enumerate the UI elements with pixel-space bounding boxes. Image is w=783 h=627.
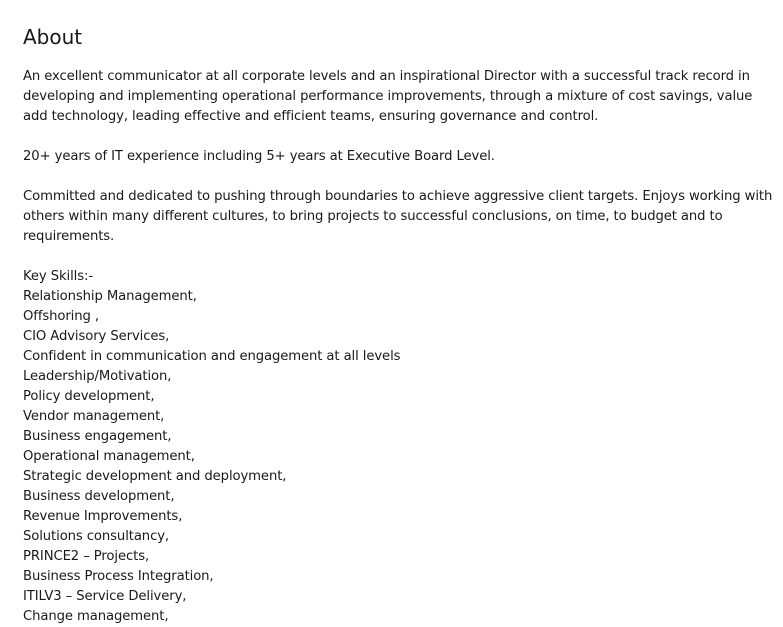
paragraph-gap	[23, 167, 775, 187]
about-summary	[23, 67, 775, 627]
about-paragraph: 20+ years of IT experience including 5+ years at Executive Board Level.	[23, 149, 495, 164]
skill-item: Strategic development and deployment,	[23, 469, 287, 484]
skill-item: Business development,	[23, 489, 175, 504]
skill-item: Operational management,	[23, 449, 195, 464]
skills-heading: Key Skills:-	[23, 269, 93, 284]
skill-item: Revenue Improvements,	[23, 509, 183, 524]
about-paragraph: An excellent communicator at all corporate levels and an inspirational Director with a successful track record in developing and implementing operational performance improvements, through a mixture of cost savings, value add technology, leading effective and efficient teams, ensuring governance and control.	[23, 69, 753, 124]
skill-item: Offshoring ,	[23, 309, 99, 324]
skill-item: Change management,	[23, 609, 169, 624]
section-title: About	[23, 25, 83, 49]
skill-item: Leadership/Motivation,	[23, 369, 172, 384]
about-paragraph: Committed and dedicated to pushing through boundaries to achieve aggressive client targets. Enjoys working with others within many different cultures, to bring projects to successful conclusions, on time, to budget and to requirements.	[23, 189, 773, 244]
skill-item: Confident in communication and engagement at all levels	[23, 349, 401, 364]
skill-item: Business engagement,	[23, 429, 172, 444]
skill-item: PRINCE2 – Projects,	[23, 549, 150, 564]
skill-item: CIO Advisory Services,	[23, 329, 170, 344]
skill-item: Business Process Integration,	[23, 569, 214, 584]
skill-item: Solutions consultancy,	[23, 529, 170, 544]
skill-item: Relationship Management,	[23, 289, 197, 304]
skills-list	[23, 287, 775, 627]
about-section	[23, 24, 775, 627]
paragraph-gap	[23, 247, 775, 267]
paragraph-gap	[23, 127, 775, 147]
skill-item: Vendor management,	[23, 409, 165, 424]
skill-item: ITILV3 – Service Delivery,	[23, 589, 187, 604]
skill-item: Policy development,	[23, 389, 155, 404]
